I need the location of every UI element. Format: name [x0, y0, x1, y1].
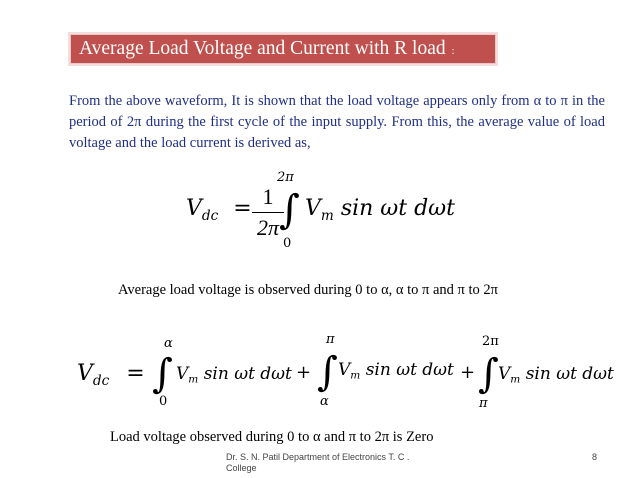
eq2-lhs-sub: dc	[92, 372, 110, 389]
eq1-lhs	[186, 196, 252, 224]
caption-zero-voltage: Load voltage observed during 0 to α and π to 2π is Zero	[110, 429, 434, 445]
eq2-term1-integral-sign: ∫	[152, 351, 173, 397]
page-number: 8	[592, 452, 598, 462]
eq2-term3-function: sin ωt dωt	[525, 364, 614, 384]
eq2-term1-symbol: V	[176, 364, 189, 384]
eq2-lhs-symbol: V	[77, 361, 93, 386]
eq2-equals: =	[126, 361, 145, 386]
eq1-upper-limit: 2π	[277, 170, 294, 185]
eq1-integral-sign: ∫	[279, 187, 300, 233]
eq2-term2-symbol: V	[338, 360, 351, 380]
eq1-fraction-numerator: 1	[262, 184, 274, 209]
eq2-term3-integrand	[498, 364, 614, 386]
eq1-fraction-denominator: 2π	[256, 215, 280, 240]
eq2-term3-symbol: V	[498, 364, 511, 384]
eq1-integrand-symbol: V	[305, 196, 321, 221]
eq2-term2-integral-sign: ∫	[317, 349, 338, 395]
eq2-term2-lower-limit: α	[320, 394, 329, 409]
footer-credit: Dr. S. N. Patil Department of Electronics T. C . College	[226, 452, 410, 473]
eq2-term3-upper-limit: 2π	[482, 334, 499, 349]
intro-paragraph: From the above waveform, It is shown that the load voltage appears only from α to π in the period of 2π during the first cycle of the input supply. From this, the average value of load voltage and the load current is derived as,	[69, 93, 605, 151]
eq2-term1-sub: m	[188, 373, 199, 386]
slide-title	[70, 34, 496, 64]
eq1-integrand-sub: m	[320, 207, 334, 224]
eq1-lhs-symbol: V	[186, 196, 202, 221]
eq2-term2-integrand	[338, 360, 454, 382]
eq2-term2-upper-limit: π	[326, 332, 335, 347]
eq1-function: sin ωt dωt	[340, 196, 455, 221]
slide-title-text: Average Load Voltage and Current with R load	[79, 38, 446, 59]
eq2-term1-lower-limit: 0	[159, 394, 168, 409]
caption-average-voltage: Average load voltage is observed during 0 to α, α to π and π to 2π	[118, 282, 498, 298]
eq2-term3-sub: m	[510, 373, 521, 386]
eq2-term2-function: sin ωt dωt	[365, 360, 454, 380]
eq2-term1-function: sin ωt dωt	[203, 364, 292, 384]
eq1-integrand	[305, 196, 455, 224]
eq1-lower-limit: 0	[283, 236, 292, 251]
eq2-term1-integrand	[176, 364, 292, 386]
eq2-lhs	[77, 361, 145, 389]
eq1-equals: =	[233, 196, 252, 221]
slide-title-suffix: :	[451, 46, 455, 57]
eq2-term1-plus: +	[296, 362, 312, 383]
eq2-term2-plus: +	[460, 362, 476, 383]
eq2-term2-sub: m	[350, 369, 361, 382]
eq2-term1-upper-limit: α	[164, 336, 173, 351]
eq1-lhs-sub: dc	[201, 207, 219, 224]
eq2-term3-lower-limit: π	[479, 396, 488, 411]
eq2-term3-integral-sign: ∫	[478, 351, 499, 397]
